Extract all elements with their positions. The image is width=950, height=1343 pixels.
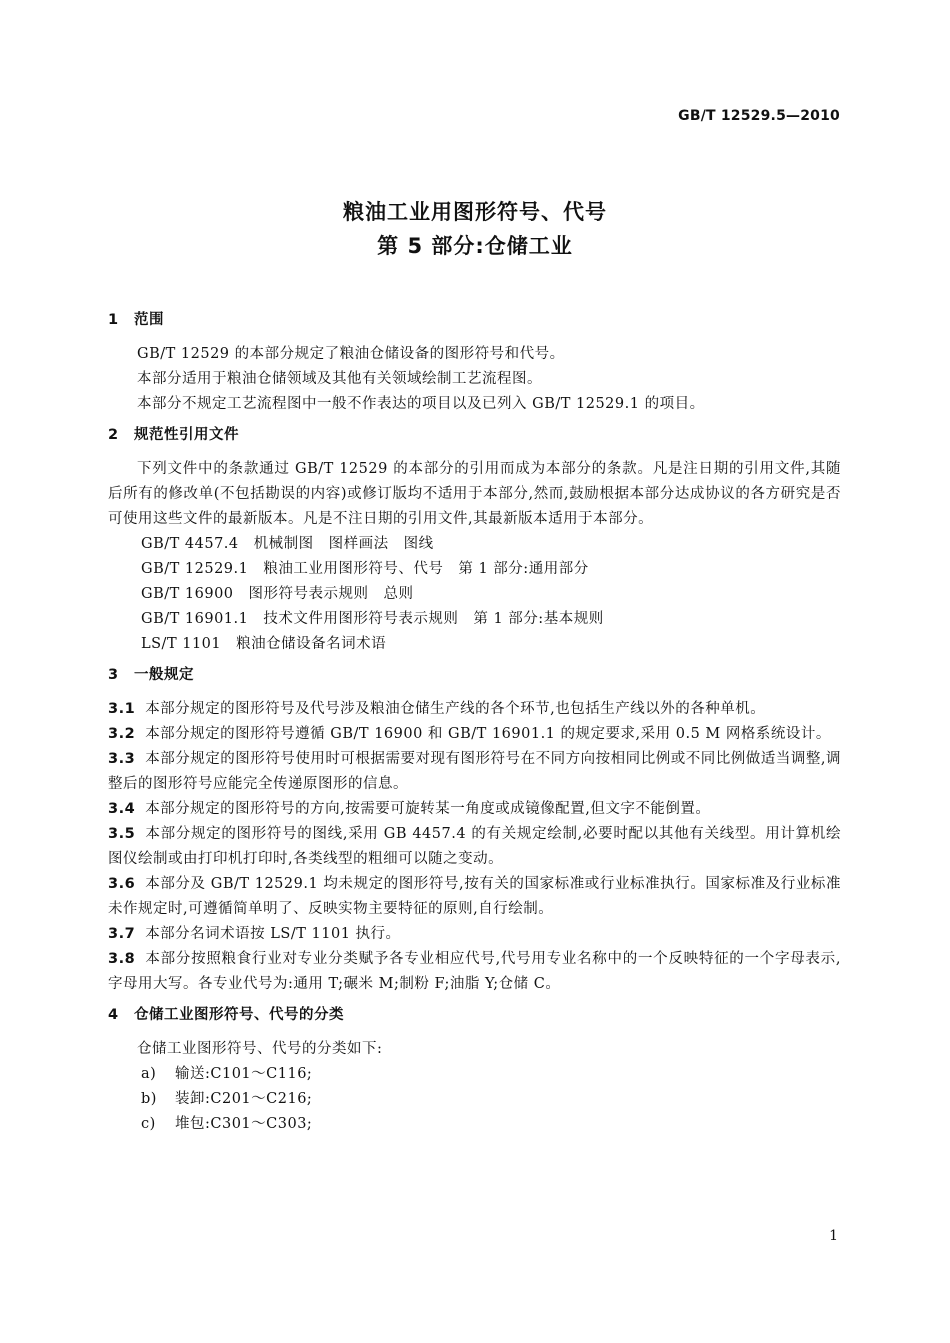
clause-text: 本部分按照粮食行业对专业分类赋予各专业相应代号,代号用专业名称中的一个反映特征的一个字母表示,字母用大写。各专业代号为:通用 T;碾米 M;制粉 F;油脂 Y;仓储 C。 <box>108 951 841 992</box>
reference-item: GB/T 4457.4 机械制图 图样画法 图线 <box>141 536 434 552</box>
list-item <box>108 1112 841 1137</box>
clause-text: 本部分规定的图形符号的图线,采用 GB 4457.4 的有关规定绘制,必要时配以其他有关线型。用计算机绘图仪绘制或由打印机打印时,各类线型的粗细可以随之变动。 <box>108 826 841 867</box>
document-title-line2: 第 5 部分:仓储工业 <box>377 234 573 258</box>
section-4-heading <box>108 1003 841 1028</box>
clause-text: 本部分规定的图形符号及代号涉及粮油仓储生产线的各个环节,也包括生产线以外的各种单机。 <box>145 701 766 717</box>
section-title: 规范性引用文件 <box>134 427 239 443</box>
clause-3-8 <box>108 947 841 997</box>
clause-3-2 <box>108 722 841 747</box>
list-text: 装卸:C201～C216; <box>175 1091 313 1107</box>
section-number: 4 <box>108 1007 119 1023</box>
list-item <box>108 1062 841 1087</box>
clause-number: 3.1 <box>108 701 136 717</box>
clause-3-1 <box>108 697 841 722</box>
list-item <box>108 1087 841 1112</box>
reference-item: GB/T 16900 图形符号表示规则 总则 <box>141 586 414 602</box>
section-title: 仓储工业图形符号、代号的分类 <box>134 1007 344 1023</box>
list-text: 堆包:C301～C303; <box>175 1116 313 1132</box>
section-number: 2 <box>108 427 119 443</box>
section-title: 一般规定 <box>134 667 194 683</box>
clause-number: 3.7 <box>108 926 136 942</box>
clause-3-3 <box>108 747 841 797</box>
list-label: b) <box>141 1091 157 1107</box>
document-body <box>108 308 841 1137</box>
section-title: 范围 <box>134 312 164 328</box>
list-label: c) <box>141 1116 156 1132</box>
clause-number: 3.3 <box>108 751 136 767</box>
page-number: 1 <box>829 1228 838 1244</box>
paragraph: GB/T 12529 的本部分规定了粮油仓储设备的图形符号和代号。 <box>137 346 565 362</box>
section-2-heading <box>108 423 841 448</box>
clause-number: 3.6 <box>108 876 136 892</box>
section-number: 3 <box>108 667 119 683</box>
list-label: a) <box>141 1066 157 1082</box>
clause-number: 3.2 <box>108 726 136 742</box>
reference-item: LS/T 1101 粮油仓储设备名词术语 <box>141 636 387 652</box>
paragraph: 本部分不规定工艺流程图中一般不作表达的项目以及已列入 GB/T 12529.1 的项目。 <box>137 396 705 412</box>
section-1-heading <box>108 308 841 333</box>
section-number: 1 <box>108 312 119 328</box>
clause-3-6 <box>108 872 841 922</box>
clause-3-5 <box>108 822 841 872</box>
paragraph: 仓储工业图形符号、代号的分类如下: <box>137 1041 383 1057</box>
clause-number: 3.4 <box>108 801 136 817</box>
clause-3-7 <box>108 922 841 947</box>
reference-item: GB/T 12529.1 粮油工业用图形符号、代号 第 1 部分:通用部分 <box>141 561 589 577</box>
clause-number: 3.8 <box>108 951 136 967</box>
clause-text: 本部分规定的图形符号遵循 GB/T 16900 和 GB/T 16901.1 的规定要求,采用 0.5 M 网格系统设计。 <box>145 726 831 742</box>
reference-item: GB/T 16901.1 技术文件用图形符号表示规则 第 1 部分:基本规则 <box>141 611 604 627</box>
list-text: 输送:C101～C116; <box>175 1066 313 1082</box>
clause-text: 本部分及 GB/T 12529.1 均未规定的图形符号,按有关的国家标准或行业标准执行。国家标准及行业标准未作规定时,可遵循简单明了、反映实物主要特征的原则,自行绘制。 <box>108 876 841 917</box>
standard-code: GB/T 12529.5—2010 <box>678 108 840 124</box>
document-title-line1: 粮油工业用图形符号、代号 <box>343 200 607 224</box>
section-3-heading <box>108 663 841 688</box>
clause-text: 本部分名词术语按 LS/T 1101 执行。 <box>145 926 401 942</box>
clause-number: 3.5 <box>108 826 136 842</box>
paragraph: 本部分适用于粮油仓储领域及其他有关领域绘制工艺流程图。 <box>137 371 542 387</box>
clause-text: 本部分规定的图形符号使用时可根据需要对现有图形符号在不同方向按相同比例或不同比例做适当调整,调整后的图形符号应能完全传递原图形的信息。 <box>108 751 841 792</box>
clause-text: 本部分规定的图形符号的方向,按需要可旋转某一角度或成镜像配置,但文字不能倒置。 <box>145 801 711 817</box>
clause-3-4 <box>108 797 841 822</box>
paragraph: 下列文件中的条款通过 GB/T 12529 的本部分的引用而成为本部分的条款。凡是注日期的引用文件,其随后所有的修改单(不包括勘误的内容)或修订版均不适用于本部分,然而,鼓励根据本部分达成协议的各方研究是否可使用这些文件的最新版本。凡是不注日期的引用文件,其最新版本适用于本部分。 <box>108 461 841 527</box>
